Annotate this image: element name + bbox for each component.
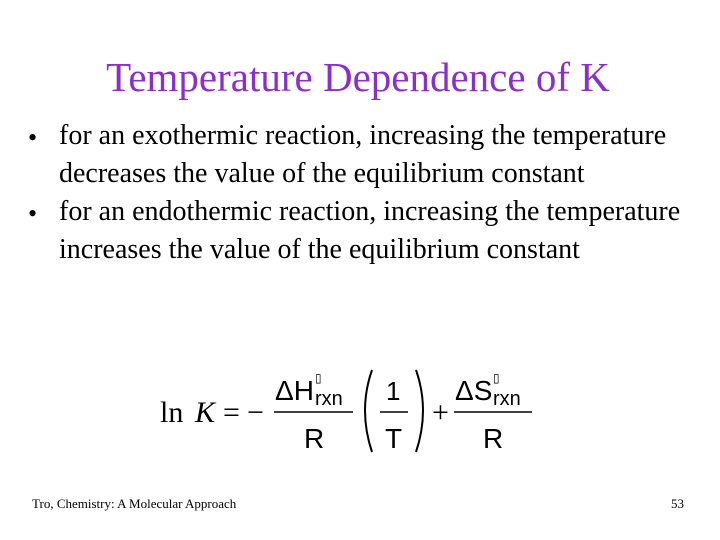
formula-ln: ln	[160, 396, 184, 429]
footer-source: Tro, Chemistry: A Molecular Approach	[32, 496, 237, 511]
formula-standard-state-mark: ▯	[493, 371, 500, 385]
bullet-text: for an exothermic reaction, increasing the temperature decreases the value of the equilibrium constant	[59, 120, 667, 189]
formula-delta-h: ΔH	[275, 375, 314, 406]
formula-equals: =	[223, 396, 240, 429]
slide-title: Temperature Dependence of K	[106, 54, 610, 100]
right-paren-icon	[416, 370, 423, 452]
bullet-dot-icon: •	[28, 123, 38, 152]
formula-plus: +	[432, 396, 449, 429]
left-paren-icon	[365, 370, 372, 452]
formula-subscript-rxn: rxn	[315, 388, 343, 410]
formula-subscript-rxn: rxn	[493, 388, 521, 410]
bullet-dot-icon: •	[28, 199, 38, 228]
van-t-hoff-equation	[150, 360, 550, 460]
formula-t: T	[385, 423, 403, 454]
formula-minus: −	[247, 396, 264, 429]
formula-standard-state-mark: ▯	[315, 371, 322, 385]
page-number: 53	[671, 496, 684, 511]
formula-delta-s: ΔS	[455, 375, 493, 406]
bullet-list	[28, 117, 708, 269]
bullet-text: for an endothermic reaction, increasing the temperature increases the value of the equilibrium constant	[59, 196, 681, 265]
bullet-item-endothermic	[28, 193, 708, 269]
formula-k: K	[195, 396, 216, 429]
formula-r-denominator: R	[304, 423, 325, 454]
formula-r-denominator: R	[483, 423, 504, 454]
formula-one: 1	[386, 376, 401, 406]
bullet-item-exothermic	[28, 117, 708, 193]
